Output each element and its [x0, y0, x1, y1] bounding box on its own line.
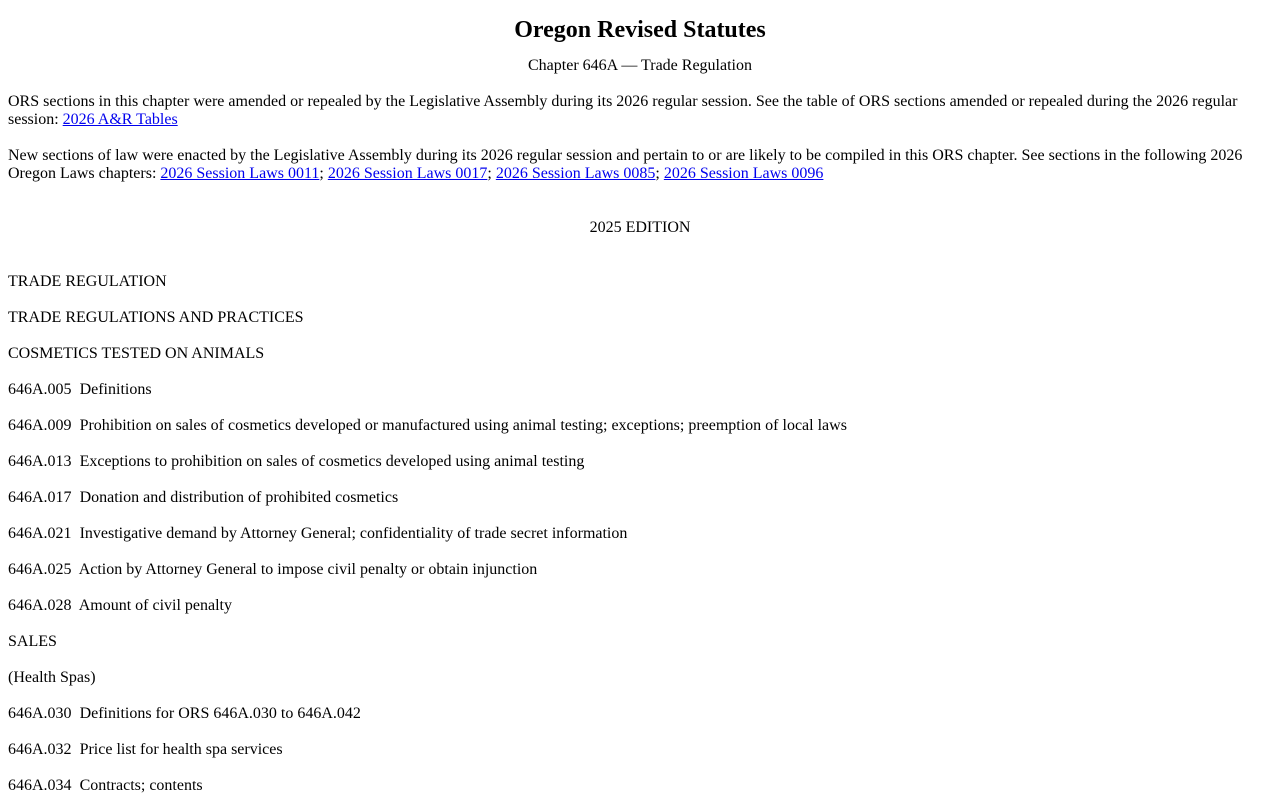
toc-section — [8, 453, 1272, 471]
section-number: 646A.017 — [8, 489, 72, 506]
toc-heading-label: (Health Spas) — [8, 669, 96, 686]
section-number: 646A.013 — [8, 453, 72, 470]
session-laws-link[interactable]: 2026 Session Laws 0096 — [663, 165, 824, 182]
toc-heading — [8, 669, 1272, 687]
section-title: Amount of civil penalty — [78, 597, 232, 614]
toc-section — [8, 741, 1272, 759]
link-separator: ; — [487, 165, 496, 182]
session-laws-link[interactable]: 2026 Session Laws 0017 — [327, 165, 488, 182]
toc-section — [8, 597, 1272, 615]
section-title: Definitions for ORS 646A.030 to 646A.042 — [79, 705, 361, 722]
toc-section — [8, 777, 1272, 795]
toc-heading — [8, 345, 1272, 363]
table-of-contents — [8, 273, 1272, 795]
amended-repealed-notice-text: ORS sections in this chapter were amended or repealed by the Legislative Assembly during its 2026 regular session. See the table of ORS sections amended or repealed during the 2026 regular session: — [8, 93, 1238, 128]
section-title: Prohibition on sales of cosmetics developed or manufactured using animal testing; exceptions; preemption of local laws — [79, 417, 847, 434]
toc-heading-label: SALES — [8, 633, 57, 650]
toc-section — [8, 705, 1272, 723]
toc-heading-label: TRADE REGULATION — [8, 273, 167, 290]
section-number: 646A.032 — [8, 741, 72, 758]
section-number: 646A.021 — [8, 525, 72, 542]
toc-section — [8, 525, 1272, 543]
toc-heading-label: TRADE REGULATIONS AND PRACTICES — [8, 309, 304, 326]
section-title: Donation and distribution of prohibited cosmetics — [79, 489, 399, 506]
ar-tables-link[interactable]: 2026 A&R Tables — [62, 111, 178, 128]
section-number: 646A.005 — [8, 381, 72, 398]
section-number: 646A.034 — [8, 777, 72, 794]
toc-section — [8, 489, 1272, 507]
new-sections-notice-text: New sections of law were enacted by the Legislative Assembly during its 2026 regular session and pertain to or are likely to be compiled in this ORS chapter. See sections in the following 2026 Oregon Laws chapters: — [8, 147, 1243, 182]
section-number: 646A.009 — [8, 417, 72, 434]
section-title: Contracts; contents — [79, 777, 203, 794]
toc-section — [8, 381, 1272, 399]
toc-heading — [8, 633, 1272, 651]
toc-heading — [8, 273, 1272, 291]
toc-heading-label: COSMETICS TESTED ON ANIMALS — [8, 345, 265, 362]
amended-repealed-notice — [8, 93, 1272, 129]
page-title: Oregon Revised Statutes — [514, 17, 766, 43]
section-number: 646A.030 — [8, 705, 72, 722]
section-title: Investigative demand by Attorney General; confidentiality of trade secret information — [79, 525, 628, 542]
session-laws-link[interactable]: 2026 Session Laws 0085 — [495, 165, 656, 182]
toc-heading — [8, 309, 1272, 327]
section-title: Action by Attorney General to impose civil penalty or obtain injunction — [78, 561, 538, 578]
edition-label: 2025 EDITION — [589, 219, 691, 236]
link-separator: ; — [319, 165, 328, 182]
section-number: 646A.028 — [8, 597, 72, 614]
link-separator: ; — [655, 165, 664, 182]
new-sections-notice — [8, 147, 1272, 183]
toc-section — [8, 417, 1272, 435]
toc-section — [8, 561, 1272, 579]
chapter-subtitle: Chapter 646A — Trade Regulation — [528, 57, 752, 74]
section-number: 646A.025 — [8, 561, 72, 578]
section-title: Definitions — [79, 381, 152, 398]
section-title: Price list for health spa services — [79, 741, 283, 758]
session-laws-link[interactable]: 2026 Session Laws 0011 — [160, 165, 320, 182]
section-title: Exceptions to prohibition on sales of cosmetics developed using animal testing — [79, 453, 585, 470]
